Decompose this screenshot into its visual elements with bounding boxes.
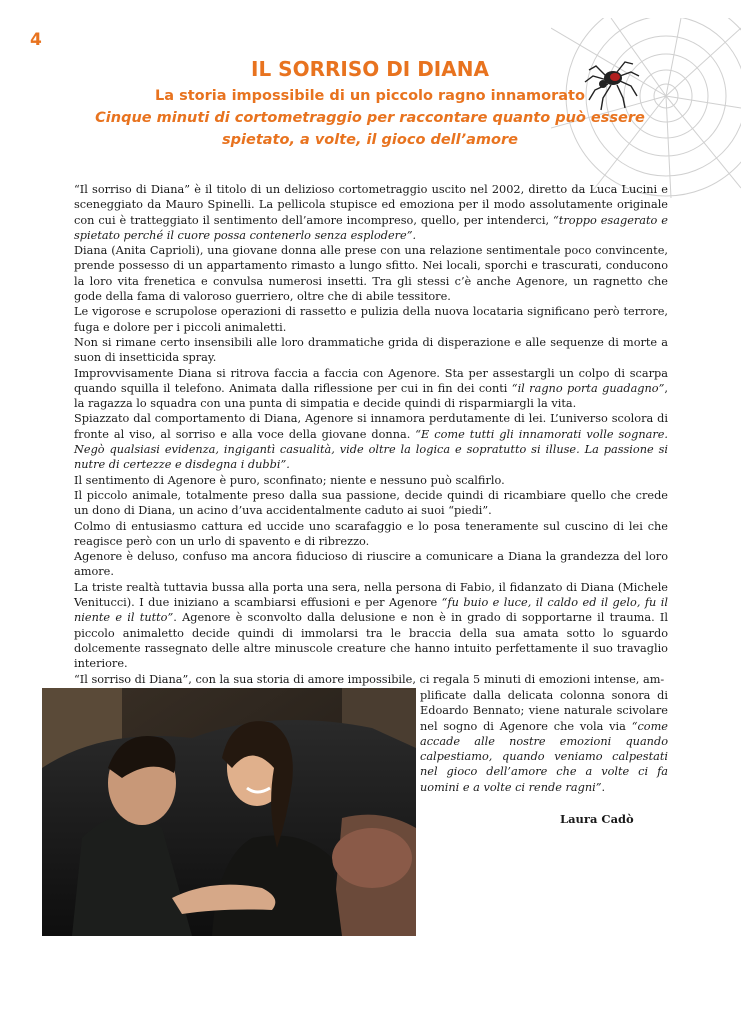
article-paragraph (74, 672, 668, 687)
body-text: Non si rimane certo insensibili alle loro drammatiche grida di disperazione e alle sequenze di morte a suon di insetticida spray. (74, 335, 668, 365)
quote-text: “fu buio e luce, il caldo ed il gelo, fu il niente e il tutto” (74, 596, 668, 625)
article-paragraph (74, 366, 668, 412)
body-text: . Agenore è sconvolto dalla delusione e non è in grado di sopportarne il trauma. Il piccolo animaletto decide quindi di immolarsi tra le braccia della sua amata sotto lo sguardo dolcemente rassegnato delle altre minuscole creature che hanno intuito perfettamente il suo travaglio interiore. (74, 611, 668, 671)
body-text: . (601, 780, 606, 794)
body-text: Improvvisamente Diana si ritrova faccia a faccia con Agenore. Sta per assestargli un colpo di scarpa quando squilla il telefono. Animata dalla riflessione per cui in fin dei conti (74, 366, 668, 395)
article-continuation (420, 688, 668, 795)
body-text: Colmo di entusiasmo cattura ed uccide uno scarafaggio e lo posa teneramente sul cuscino di lei che reagisce però con un urlo di spavento e di ribrezzo. (74, 519, 668, 548)
body-text: “Il sorriso di Diana”, con la sua storia di amore impossibile, ci regala 5 minuti di emozioni intense, am- (74, 672, 665, 686)
article-paragraph (74, 335, 668, 366)
article-paragraph (74, 411, 668, 472)
body-text: Agenore è deluso, confuso ma ancora fiducioso di riuscire a comunicare a Diana la grandezza del loro amore. (74, 550, 668, 579)
body-text: Il sentimento di Agenore è puro, sconfinato; niente e nessuno può scalfirlo. (74, 473, 505, 487)
author-signature: Laura Cadò (560, 812, 634, 826)
body-text: La triste realtà tuttavia bussa alla porta una sera, nella persona di Fabio, il fidanzato di Diana (Michele Venitucci). I due iniziano a scambiarsi effusioni e per Agenore (74, 580, 668, 610)
quote-text: “il ragno porta guadagno” (511, 381, 665, 395)
body-text: “Il sorriso di Diana” è il titolo di un delizioso cortometraggio uscito nel 2002, diretto da Luca Lucini e sceneggiato da Mauro Spinelli. La pellicola stupisce ed emoziona per il modo assolutamente originale con cui è tratteggiato il sentimento dell’amore incompreso, quello, per intenderci, (74, 183, 668, 227)
article-paragraph (74, 304, 668, 335)
article-paragraph (74, 519, 668, 550)
film-still-photo (42, 688, 416, 936)
article-paragraph (74, 473, 668, 488)
body-text: Spiazzato dal comportamento di Diana, Agenore si innamora perdutamente di lei. L’universo scolora di fronte al viso, al sorriso e alla voce della giovane donna. (74, 412, 668, 441)
article-subtitle: La storia impossibile di un piccolo ragno innamorato (155, 88, 585, 104)
article-tagline-line-1: Cinque minuti di cortometraggio per raccontare quanto può essere (95, 110, 645, 126)
body-text: Diana (Anita Caprioli), una giovane donna alle prese con una relazione sentimentale poco convincente, prende possesso di un appartamento rimasto a lungo sfitto. Nei locali, sporchi e trascurati, conducono la loro vita frenetica e convulsa numerosi insetti. Tra gli stessi c’è anche Agenore, un ragnetto che gode della fama di valoroso guerriero, oltre che di abile tessitore. (74, 244, 668, 304)
article-tagline-line-2: spietato, a volte, il gioco dell’amore (222, 132, 518, 148)
page-number: 4 (30, 30, 42, 50)
article-paragraph (74, 549, 668, 580)
quote-text: “troppo esagerato e spietato perché il cuore possa contenerlo senza esplodere”. (74, 213, 668, 242)
body-text: plificate dalla delicata colonna sonora di Edoardo Bennato; viene naturale scivolare nel sogno di Agenore che vola via (420, 689, 668, 733)
quote-text: “come accade alle nostre emozioni quando calpestiamo, quando veniamo calpestati nel gioco dell’amore che a volte ci fa uomini e a volte ci rende ragni” (420, 719, 668, 794)
body-text: Le vigorose e scrupolose operazioni di rassetto e pulizia della nuova locataria significano però terrore, fuga e dolore per i piccoli animaletti. (74, 305, 668, 334)
quote-text: “E come tutti gli innamorati volle sognare. Negò qualsiasi evidenza, ingigantì casualità, vide oltre la logica e sopratutto si illuse. La passione si nutre di certezze e disdegna i dubbi”. (74, 427, 669, 472)
article-paragraph (74, 243, 668, 304)
body-text: Il piccolo animale, totalmente preso dalla sua passione, decide quindi di ricambiare quello che crede un dono di Diana, un acino d’uva accidentalmente caduto ai suoi “piedi”. (74, 488, 668, 518)
article-title: IL SORRISO DI DIANA (251, 57, 489, 81)
article-body (74, 182, 668, 687)
article-paragraph (74, 488, 668, 519)
article-paragraph (74, 580, 668, 672)
article-paragraph (74, 182, 668, 243)
body-text: , la ragazza lo squadra con una punta di simpatia e decide quindi di risparmiargli la vita. (74, 381, 668, 411)
article-header (90, 55, 650, 151)
